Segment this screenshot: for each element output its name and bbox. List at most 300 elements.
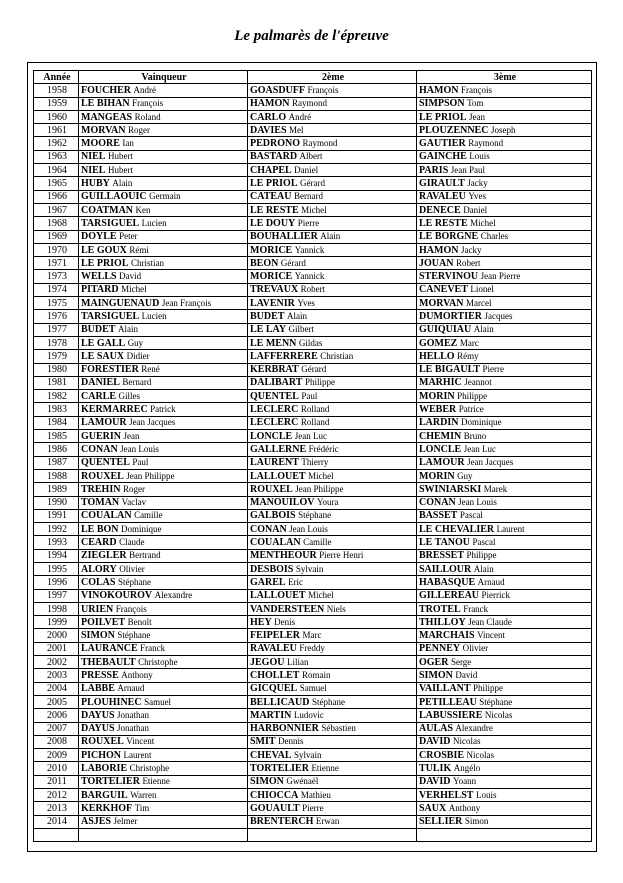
cell-winner	[79, 283, 248, 296]
cell-year: 1978	[34, 336, 79, 349]
cell-year: 1973	[34, 270, 79, 283]
cell-second	[248, 323, 417, 336]
table-row	[34, 656, 592, 669]
cell-year: 1991	[34, 509, 79, 522]
second-last-name: LE RESTE	[250, 204, 299, 216]
third-last-name: GILLEREAU	[419, 590, 480, 602]
second-last-name: LAURENT	[250, 457, 299, 469]
third-last-name: SIMPSON	[419, 98, 465, 110]
table-row	[34, 802, 592, 815]
cell-winner	[79, 150, 248, 163]
cell-year: 2009	[34, 749, 79, 762]
table-row	[34, 602, 592, 615]
table-row	[34, 270, 592, 283]
third-last-name: LONCLE	[419, 443, 462, 455]
second-last-name: BUDET	[250, 310, 285, 322]
cell-second	[248, 243, 417, 256]
second-first-name: Bernard	[293, 191, 323, 202]
third-last-name: GIRAULT	[419, 178, 465, 190]
cell-third	[417, 549, 592, 562]
cell-third	[417, 536, 592, 549]
cell-year: 1969	[34, 230, 79, 243]
winner-first-name: Michel	[121, 284, 147, 295]
second-last-name: LALLOUET	[250, 470, 306, 482]
winner-first-name: Rémi	[129, 244, 149, 255]
second-last-name: SMIT	[250, 736, 276, 748]
winner-last-name: WELLS	[81, 271, 117, 283]
second-last-name: GICQUEL	[250, 683, 298, 695]
cell-year: 1997	[34, 589, 79, 602]
third-first-name: Jacky	[460, 244, 482, 255]
cell-second	[248, 456, 417, 469]
winner-first-name: Claude	[119, 537, 145, 548]
cell-winner	[79, 416, 248, 429]
cell-year: 1992	[34, 523, 79, 536]
third-first-name: Lionel	[470, 284, 494, 295]
second-last-name: VANDERSTEEN	[250, 603, 325, 615]
cell-third	[417, 164, 592, 177]
third-first-name: Simon	[464, 816, 489, 827]
palmares-table	[33, 70, 592, 842]
winner-first-name: Benoît	[127, 616, 152, 627]
table-row	[34, 230, 592, 243]
winner-first-name: Tim	[134, 802, 150, 813]
winner-last-name: BUDET	[81, 324, 116, 336]
winner-first-name: Jean Louis	[120, 443, 159, 454]
cell-third	[417, 110, 592, 123]
winner-last-name: URIEN	[81, 603, 114, 615]
second-first-name: Gwénaël	[286, 776, 319, 787]
cell-year: 2001	[34, 642, 79, 655]
table-row	[34, 576, 592, 589]
third-first-name: Jacky	[467, 178, 488, 189]
third-first-name: Yoann	[453, 776, 477, 787]
empty-cell	[248, 828, 417, 841]
third-first-name: David	[455, 670, 478, 680]
second-last-name: MARTIN	[250, 709, 292, 721]
second-first-name: Michel	[301, 204, 327, 215]
cell-third	[417, 509, 592, 522]
table-row	[34, 124, 592, 137]
winner-last-name: PITARD	[81, 284, 119, 296]
cell-winner	[79, 376, 248, 389]
cell-second	[248, 363, 417, 376]
second-first-name: Frédéric	[308, 443, 339, 454]
second-first-name: Sylvain	[294, 749, 322, 760]
cell-second	[248, 230, 417, 243]
second-last-name: CATEAU	[250, 191, 292, 203]
second-first-name: Jean Philippe	[295, 483, 344, 494]
cell-third	[417, 217, 592, 230]
table-row	[34, 243, 592, 256]
cell-year: 1976	[34, 310, 79, 323]
cell-year: 2013	[34, 802, 79, 815]
winner-last-name: HUBY	[81, 178, 110, 190]
second-last-name: MENTHEOUR	[250, 550, 317, 562]
second-first-name: Niels	[326, 603, 346, 614]
cell-winner	[79, 203, 248, 216]
cell-second	[248, 695, 417, 708]
third-last-name: SWINIARSKI	[419, 483, 482, 495]
winner-first-name: Arnaud	[117, 683, 145, 694]
winner-first-name: Christophe	[138, 656, 178, 667]
cell-winner	[79, 350, 248, 363]
second-first-name: Yannick	[294, 244, 325, 255]
third-last-name: BASSET	[419, 510, 458, 522]
cell-second	[248, 283, 417, 296]
cell-year: 1980	[34, 363, 79, 376]
winner-first-name: Christian	[131, 257, 165, 268]
second-first-name: Rolland	[300, 404, 330, 415]
winner-last-name: TOMAN	[81, 497, 120, 509]
winner-first-name: Warren	[130, 789, 157, 800]
second-last-name: GAREL	[250, 576, 286, 588]
winner-first-name: Gilles	[118, 390, 141, 401]
winner-first-name: Stéphane	[117, 630, 151, 641]
cell-second	[248, 469, 417, 482]
cell-third	[417, 749, 592, 762]
third-last-name: TROTEL	[419, 603, 461, 615]
third-first-name: Philippe	[457, 390, 488, 401]
third-last-name: LE BORGNE	[419, 231, 479, 243]
winner-last-name: CARLE	[81, 390, 117, 402]
third-first-name: Michel	[470, 217, 496, 228]
second-first-name: Camille	[303, 537, 332, 548]
second-last-name: HARBONNIER	[250, 723, 319, 735]
cell-winner	[79, 97, 248, 110]
cell-second	[248, 310, 417, 323]
cell-winner	[79, 682, 248, 695]
third-first-name: Nicolas	[466, 749, 495, 760]
table-row	[34, 456, 592, 469]
cell-winner	[79, 735, 248, 748]
cell-third	[417, 695, 592, 708]
cell-winner	[79, 589, 248, 602]
winner-first-name: Germain	[149, 191, 181, 202]
cell-winner	[79, 789, 248, 802]
third-first-name: Jean Luc	[463, 443, 496, 454]
third-last-name: SAUX	[419, 802, 447, 814]
cell-year: 1975	[34, 297, 79, 310]
cell-third	[417, 416, 592, 429]
third-first-name: Daniel	[463, 204, 488, 215]
second-first-name: Denis	[274, 616, 296, 627]
cell-year: 2002	[34, 656, 79, 669]
cell-second	[248, 589, 417, 602]
second-last-name: QUENTEL	[250, 390, 299, 402]
table-row	[34, 722, 592, 735]
cell-year: 2010	[34, 762, 79, 775]
cell-third	[417, 257, 592, 270]
winner-last-name: LE GOUX	[81, 244, 127, 256]
second-first-name: Marc	[302, 630, 322, 641]
cell-third	[417, 430, 592, 443]
winner-last-name: LE SAUX	[81, 350, 125, 362]
cell-third	[417, 350, 592, 363]
winner-first-name: Vaclav	[121, 497, 147, 508]
cell-year: 1989	[34, 483, 79, 496]
cell-third	[417, 297, 592, 310]
second-first-name: Michel	[308, 590, 334, 601]
cell-third	[417, 230, 592, 243]
second-last-name: CARLO	[250, 111, 287, 123]
third-last-name: MORVAN	[419, 297, 464, 309]
table-row	[34, 483, 592, 496]
table-row	[34, 203, 592, 216]
winner-last-name: PLOUHINEC	[81, 696, 142, 708]
winner-last-name: TARSIGUEL	[81, 217, 140, 229]
table-row	[34, 164, 592, 177]
cell-year: 2012	[34, 789, 79, 802]
header-year: Année	[34, 71, 79, 84]
cell-third	[417, 496, 592, 509]
empty-row	[34, 828, 592, 841]
winner-last-name: ROUXEL	[81, 736, 124, 748]
winner-last-name: GUERIN	[81, 430, 122, 442]
table-row	[34, 775, 592, 788]
third-last-name: BRESSET	[419, 550, 465, 562]
third-first-name: Patrice	[458, 404, 484, 415]
cell-third	[417, 709, 592, 722]
second-last-name: LE LAY	[250, 324, 287, 336]
second-last-name: CHAPEL	[250, 164, 292, 176]
second-first-name: Pierre	[297, 217, 320, 228]
cell-third	[417, 642, 592, 655]
cell-winner	[79, 722, 248, 735]
cell-year: 2003	[34, 669, 79, 682]
cell-year: 1996	[34, 576, 79, 589]
third-first-name: Louis	[469, 151, 490, 162]
third-first-name: Louis	[475, 789, 497, 800]
cell-second	[248, 297, 417, 310]
empty-cell	[34, 828, 79, 841]
cell-winner	[79, 815, 248, 828]
winner-last-name: ZIEGLER	[81, 550, 127, 562]
cell-third	[417, 456, 592, 469]
winner-first-name: Ian	[122, 138, 134, 149]
third-last-name: LE PRIOL	[419, 111, 467, 123]
second-last-name: ROUXEL	[250, 483, 293, 495]
winner-first-name: André	[133, 84, 156, 95]
second-last-name: FEIPELER	[250, 630, 301, 642]
winner-first-name: Etienne	[142, 776, 170, 787]
cell-winner	[79, 762, 248, 775]
table-row	[34, 110, 592, 123]
cell-year: 1966	[34, 190, 79, 203]
second-last-name: GOASDUFF	[250, 84, 305, 96]
cell-second	[248, 775, 417, 788]
cell-second	[248, 815, 417, 828]
third-last-name: GAUTIER	[419, 138, 466, 150]
table-row	[34, 695, 592, 708]
cell-third	[417, 97, 592, 110]
third-first-name: Nicolas	[453, 736, 481, 747]
cell-third	[417, 310, 592, 323]
winner-first-name: Lucien	[141, 310, 167, 321]
table-row	[34, 815, 592, 828]
second-first-name: Gérard	[280, 257, 306, 268]
cell-winner	[79, 297, 248, 310]
second-last-name: COUALAN	[250, 537, 301, 549]
third-first-name: Philippe	[473, 683, 504, 694]
cell-year: 1985	[34, 430, 79, 443]
table-row	[34, 735, 592, 748]
third-last-name: TULIK	[419, 763, 452, 775]
cell-second	[248, 217, 417, 230]
cell-winner	[79, 137, 248, 150]
winner-last-name: LE GALL	[81, 337, 126, 349]
cell-second	[248, 190, 417, 203]
cell-year: 1993	[34, 536, 79, 549]
cell-winner	[79, 469, 248, 482]
cell-year: 1967	[34, 203, 79, 216]
winner-last-name: BARGUIL	[81, 789, 128, 801]
second-last-name: CHEVAL	[250, 749, 292, 761]
winner-last-name: TORTELIER	[81, 776, 140, 788]
cell-year: 2011	[34, 775, 79, 788]
winner-first-name: Paul	[132, 457, 149, 468]
third-first-name: Serge	[450, 656, 472, 667]
cell-year: 1984	[34, 416, 79, 429]
second-first-name: Eric	[288, 576, 304, 587]
cell-second	[248, 789, 417, 802]
winner-last-name: MANGEAS	[81, 111, 133, 123]
cell-winner	[79, 164, 248, 177]
cell-year: 1983	[34, 403, 79, 416]
cell-winner	[79, 749, 248, 762]
third-last-name: WEBER	[419, 404, 457, 416]
cell-winner	[79, 536, 248, 549]
third-last-name: MARHIC	[419, 377, 462, 389]
cell-second	[248, 150, 417, 163]
third-first-name: Robert	[455, 257, 481, 268]
cell-third	[417, 656, 592, 669]
second-last-name: MORICE	[250, 271, 293, 283]
second-first-name: Sylvain	[295, 563, 324, 574]
third-first-name: Tom	[467, 98, 484, 109]
winner-last-name: DANIEL	[81, 377, 120, 389]
cell-second	[248, 203, 417, 216]
cell-third	[417, 775, 592, 788]
cell-year: 1974	[34, 283, 79, 296]
second-last-name: SIMON	[250, 776, 284, 788]
third-last-name: HABASQUE	[419, 576, 476, 588]
cell-year: 1981	[34, 376, 79, 389]
cell-second	[248, 536, 417, 549]
winner-last-name: KERMARREC	[81, 404, 148, 416]
table-row	[34, 549, 592, 562]
third-first-name: Jacques	[484, 310, 513, 321]
third-first-name: Arnaud	[477, 576, 505, 587]
second-last-name: TREVAUX	[250, 284, 299, 296]
second-first-name: Stéphane	[311, 696, 345, 707]
cell-year: 2007	[34, 722, 79, 735]
third-first-name: Jean Pierre	[480, 271, 521, 282]
cell-second	[248, 177, 417, 190]
table-row	[34, 97, 592, 110]
winner-first-name: Jonathan	[117, 723, 150, 734]
third-first-name: Nicolas	[484, 709, 513, 720]
cell-third	[417, 602, 592, 615]
third-first-name: Jean	[469, 111, 486, 122]
cell-second	[248, 762, 417, 775]
second-first-name: Michel	[308, 470, 334, 481]
winner-first-name: Didier	[126, 350, 150, 361]
table-row	[34, 682, 592, 695]
cell-winner	[79, 257, 248, 270]
cell-third	[417, 283, 592, 296]
cell-second	[248, 562, 417, 575]
second-first-name: Daniel	[294, 164, 319, 175]
cell-year: 1959	[34, 97, 79, 110]
second-first-name: Gilbert	[288, 324, 315, 335]
cell-third	[417, 562, 592, 575]
winner-last-name: POILVET	[81, 616, 126, 628]
cell-winner	[79, 177, 248, 190]
third-last-name: LARDIN	[419, 417, 459, 429]
cell-third	[417, 336, 592, 349]
second-last-name: JEGOU	[250, 656, 285, 668]
second-last-name: GOUAULT	[250, 802, 300, 814]
winner-first-name: Christophe	[129, 763, 170, 774]
cell-second	[248, 576, 417, 589]
winner-last-name: ASJES	[81, 816, 112, 828]
cell-year: 1990	[34, 496, 79, 509]
third-first-name: Anthony	[448, 802, 481, 813]
winner-first-name: Guy	[127, 337, 144, 348]
table-row	[34, 616, 592, 629]
table-row	[34, 523, 592, 536]
second-last-name: BOUHALLIER	[250, 231, 318, 243]
cell-second	[248, 602, 417, 615]
winner-first-name: Olivier	[119, 563, 145, 574]
cell-winner	[79, 483, 248, 496]
cell-winner	[79, 562, 248, 575]
third-last-name: CONAN	[419, 497, 456, 509]
empty-cell	[417, 828, 592, 841]
cell-winner	[79, 602, 248, 615]
winner-last-name: NIEL	[81, 151, 106, 163]
cell-third	[417, 789, 592, 802]
winner-last-name: FORESTIER	[81, 364, 139, 376]
second-last-name: MORICE	[250, 244, 293, 256]
cell-third	[417, 483, 592, 496]
cell-year: 1998	[34, 602, 79, 615]
cell-winner	[79, 230, 248, 243]
cell-third	[417, 589, 592, 602]
third-first-name: Rémy	[457, 350, 479, 361]
cell-winner	[79, 576, 248, 589]
second-last-name: DALIBART	[250, 377, 303, 389]
winner-first-name: Stéphane	[117, 576, 151, 587]
winner-first-name: Vincent	[126, 736, 155, 747]
header-third: 3ème	[417, 71, 592, 84]
second-last-name: LE PRIOL	[250, 178, 298, 190]
cell-second	[248, 802, 417, 815]
third-last-name: MORIN	[419, 390, 455, 402]
third-first-name: Marek	[483, 483, 508, 494]
second-last-name: CHIOCCA	[250, 789, 299, 801]
winner-last-name: GUILLAOUIC	[81, 191, 147, 203]
cell-winner	[79, 523, 248, 536]
winner-last-name: TARSIGUEL	[81, 310, 140, 322]
cell-year: 1965	[34, 177, 79, 190]
third-last-name: DENECE	[419, 204, 461, 216]
cell-second	[248, 656, 417, 669]
second-last-name: KERBRAT	[250, 364, 299, 376]
winner-last-name: COUALAN	[81, 510, 132, 522]
cell-winner	[79, 629, 248, 642]
